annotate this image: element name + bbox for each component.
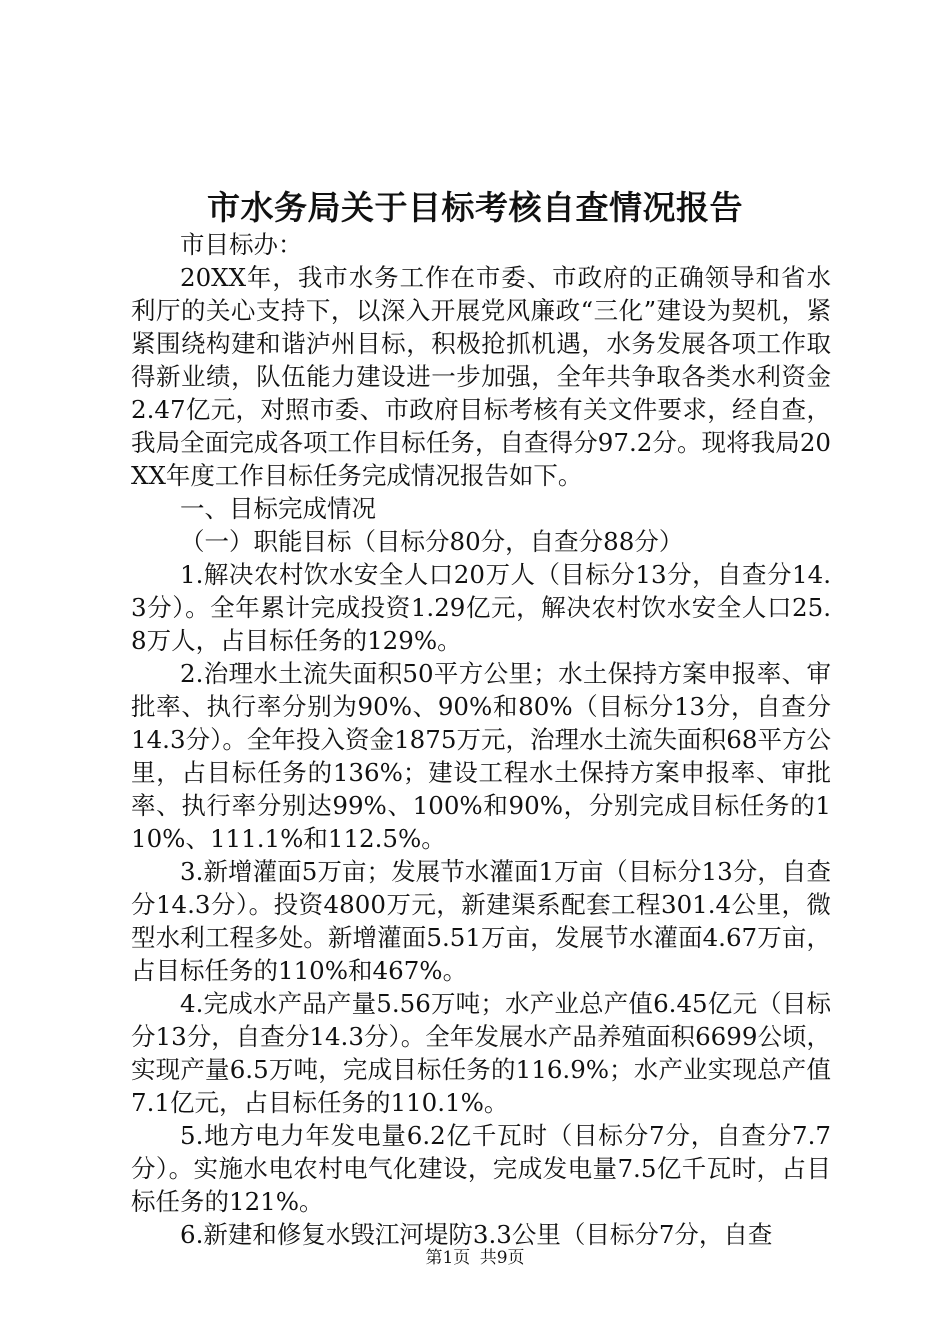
page-number: 第1页 bbox=[425, 1248, 471, 1268]
list-item: 6.新建和修复水毁江河堤防3.3公里（目标分7分，自查 bbox=[180, 1220, 773, 1249]
document-title: 市水务局关于目标考核自查情况报告 bbox=[207, 188, 743, 227]
list-item: 4.完成水产品产量5.56万吨；水产业总产值6.45亿元（目标分13分，自查分14.3分）。全年发展水产品养殖面积6699公顷，实现产量6.5万吨，完成目标任务的116.9%；水产业实现总产值7.1亿元，占目标任务的110.1%。 bbox=[131, 989, 831, 1117]
salutation: 市目标办： bbox=[180, 230, 303, 259]
list-item: 2.治理水土流失面积50平方公里；水土保持方案申报率、审批率、执行率分别为90%、90%和80%（目标分13分，自查分14.3分）。全年投入资金1875万元，治理水土流失面积68平方公里，占目标任务的136%；建设工程水土保持方案申报率、审批率、执行率分别达99%、100%和90%，分别完成目标任务的110%、111.1%和112.5%。 bbox=[131, 659, 831, 853]
document-body bbox=[131, 228, 831, 1251]
intro-paragraph: 20XX年，我市水务工作在市委、市政府的正确领导和省水利厅的关心支持下，以深入开展党风廉政“三化”建设为契机，紧紧围绕构建和谐泸州目标，积极抢抓机遇，水务发展各项工作取得新业绩，队伍能力建设进一步加强，全年共争取各类水利资金2.47亿元，对照市委、市政府目标考核有关文件要求，经自查，我局全面完成各项工作目标任务，自查得分97.2分。现将我局20XX年度工作目标任务完成情况报告如下。 bbox=[131, 263, 831, 490]
page-total: 共9页 bbox=[479, 1248, 525, 1268]
page-footer bbox=[0, 1247, 950, 1269]
subsection-heading: （一）职能目标（目标分80分，自查分88分） bbox=[180, 527, 684, 556]
list-item: 5.地方电力年发电量6.2亿千瓦时（目标分7分，自查分7.7分）。实施水电农村电气化建设，完成发电量7.5亿千瓦时，占目标任务的121%。 bbox=[131, 1121, 831, 1216]
list-item: 3.新增灌面5万亩；发展节水灌面1万亩（目标分13分，自查分14.3分）。投资4800万元，新建渠系配套工程301.4公里，微型水利工程多处。新增灌面5.51万亩，发展节水灌面4.67万亩，占目标任务的110%和467%。 bbox=[131, 857, 831, 985]
section-heading: 一、目标完成情况 bbox=[180, 494, 376, 523]
list-item: 1.解决农村饮水安全人口20万人（目标分13分，自查分14.3分）。全年累计完成投资1.29亿元，解决农村饮水安全人口25.8万人，占目标任务的129%。 bbox=[131, 560, 831, 655]
